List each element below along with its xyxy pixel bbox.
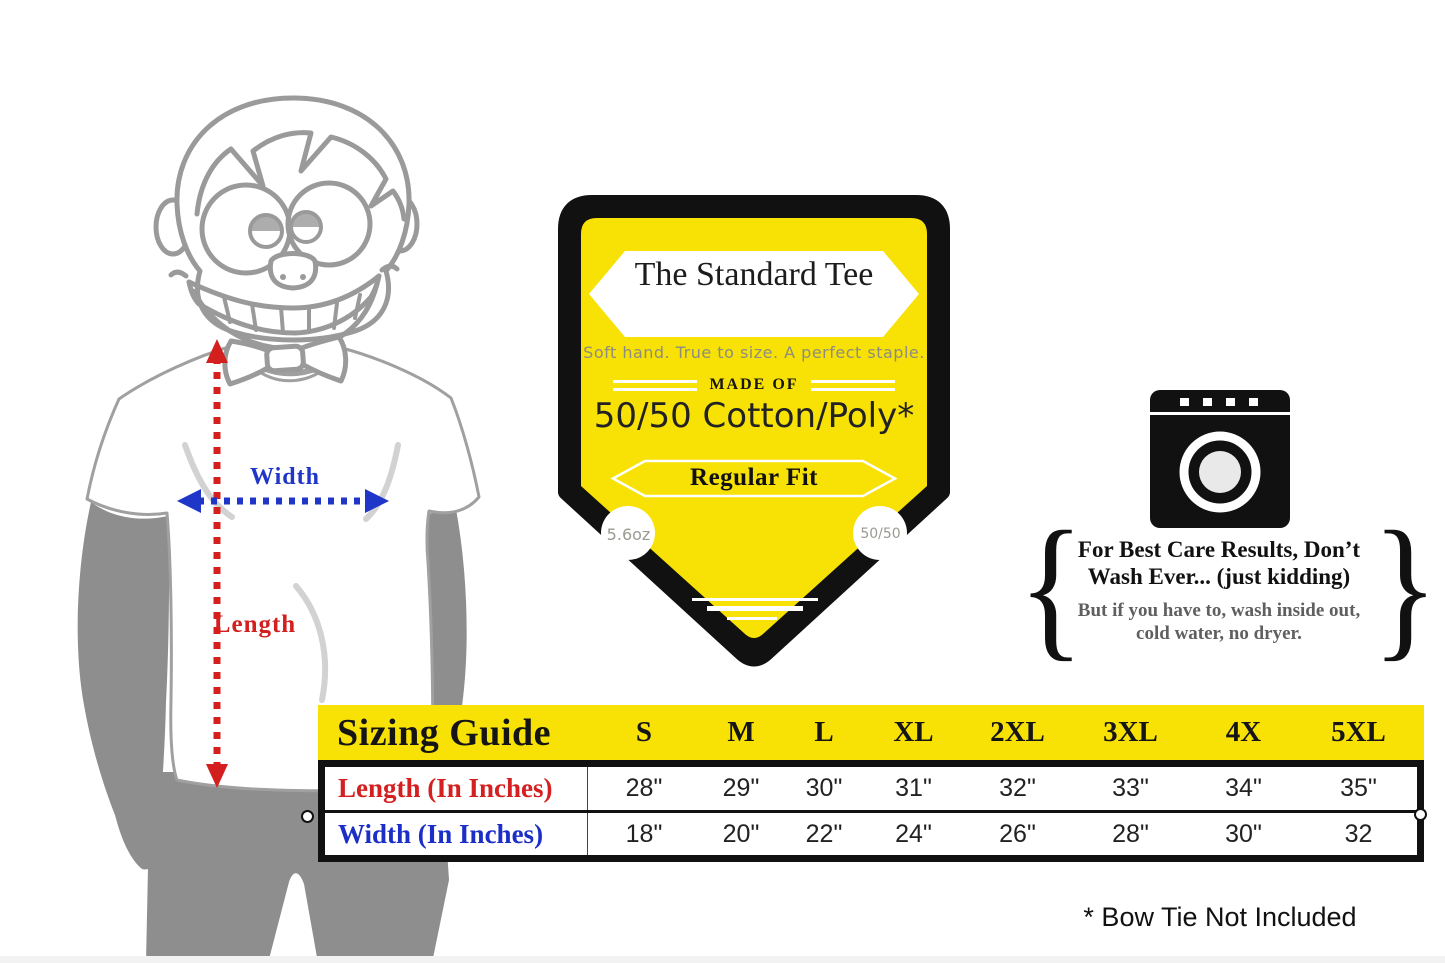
length-value: 31" [895,774,932,802]
width-row-label: Width (In Inches) [325,813,588,855]
width-arrow-label: Width [250,464,320,490]
care-heading-line2: Wash Ever... (just kidding) [1087,564,1351,589]
made-of-row [557,376,951,394]
badge-blend: 50/50 [860,526,901,542]
left-brace-decoration: { [1018,498,1085,675]
right-brace-decoration: } [1372,498,1439,675]
care-body-line1: But if you have to, wash inside out, [1077,600,1361,621]
badge-tagline: Soft hand. True to size. A perfect staple. [583,343,925,362]
size-col-header: M [727,716,755,748]
size-col-header: L [814,716,834,748]
care-body-line2: cold water, no dryer. [1136,623,1302,644]
table-left-pin-dot [301,810,314,823]
length-row-label: Length (In Inches) [325,767,588,810]
size-col-header: 3XL [1103,716,1158,748]
badge-fit-label: Regular Fit [690,464,818,491]
table-row-width [325,810,1417,855]
washing-machine-icon [1150,390,1290,530]
width-value: 22" [805,819,843,848]
sizing-guide-table [318,705,1424,862]
size-col-header: S [635,716,653,748]
width-value: 28" [1112,819,1149,848]
length-value: 35" [1340,774,1377,802]
product-badge [557,194,951,672]
width-value: 18" [625,819,663,848]
size-col-header: XL [893,716,934,748]
badge-material: 50/50 Cotton/Poly* [593,396,915,436]
length-value: 28" [625,774,663,802]
size-col-header: 5XL [1331,716,1386,748]
left-nostril [280,274,286,280]
made-of-left-lines [613,380,697,391]
length-value: 34" [1225,774,1262,802]
length-value: 29" [722,774,760,802]
bow-tie-footnote: * Bow Tie Not Included [1083,902,1357,932]
sizing-guide-title: Sizing Guide [337,711,551,754]
cartoon-head-graphic [156,98,417,349]
width-value: 30" [1225,819,1262,848]
length-value: 30" [805,774,843,802]
badge-weight: 5.6oz [606,525,651,544]
length-arrow-label: Length [213,611,297,638]
washer-door-glass [1199,451,1241,493]
width-value: 32 [1344,819,1373,848]
care-instructions [1051,536,1387,645]
made-of-label: MADE OF [709,376,799,393]
table-row-length [325,767,1417,810]
size-col-header: 2XL [990,716,1045,748]
made-of-right-lines [811,380,895,391]
care-heading-line1: For Best Care Results, Don’t [1077,537,1361,562]
width-value: 24" [895,819,932,848]
right-nostril [300,274,306,280]
badge-title: The Standard Tee [634,256,874,293]
length-value: 33" [1112,774,1149,802]
table-right-pin-dot [1414,808,1427,821]
length-value: 32" [999,774,1036,802]
width-value: 26" [999,819,1036,848]
nose [270,254,315,289]
left-arm-shape [78,502,169,869]
size-col-header: 4X [1225,716,1262,748]
sizing-table-header [318,705,1424,760]
bottom-edge-strip [0,956,1445,963]
sizing-table-body [318,760,1424,862]
width-value: 20" [722,819,760,848]
